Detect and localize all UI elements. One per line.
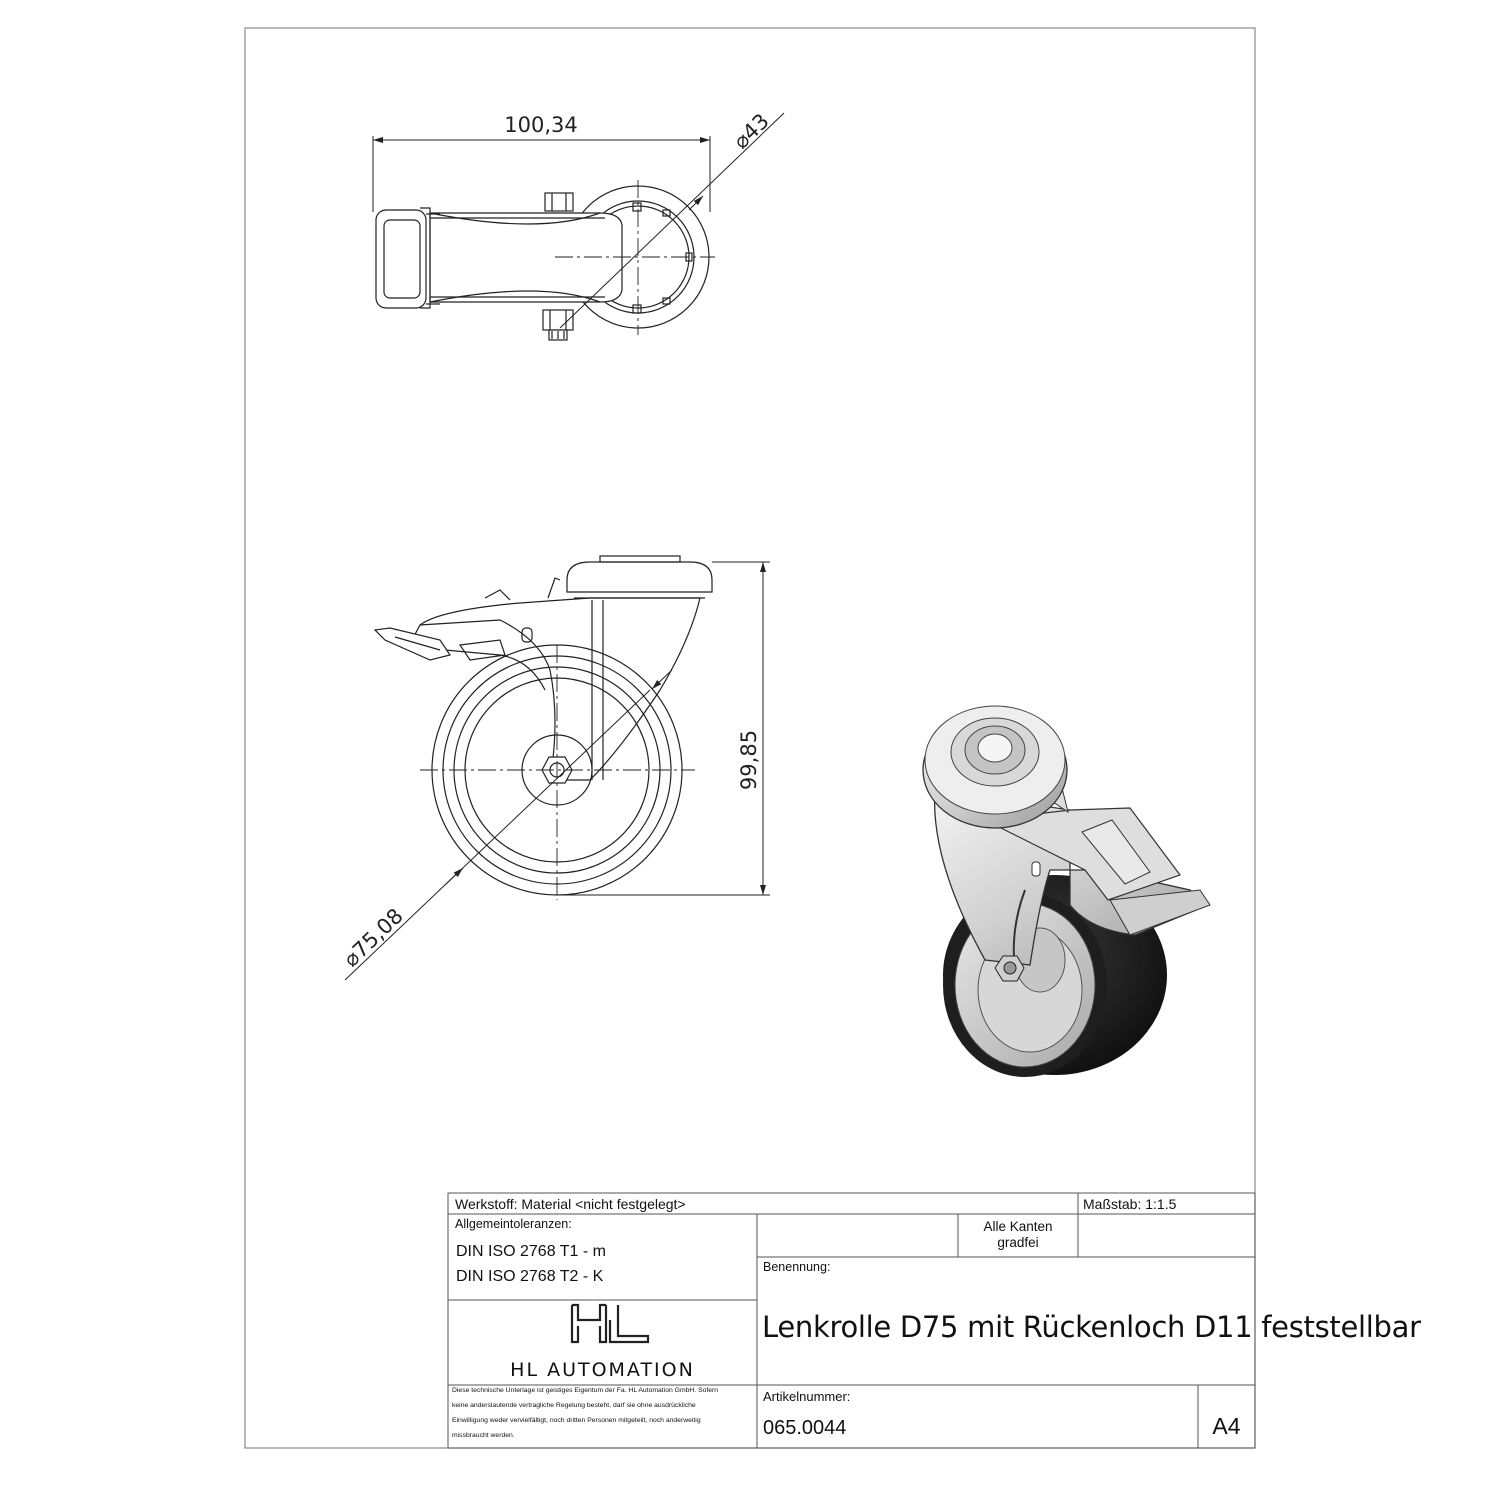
company-logo — [572, 1305, 648, 1342]
tolerance-line-2: DIN ISO 2768 T2 - K — [456, 1268, 604, 1285]
paper-format: A4 — [1212, 1413, 1241, 1439]
isometric-view — [923, 706, 1210, 1077]
article-heading: Artikelnummer: — [763, 1389, 851, 1404]
disclaimer-line-3: Einwilligung weder vervielfältigt, noch dritten Personen mitgeteilt, noch anderweitig — [452, 1417, 701, 1424]
name-heading: Benennung: — [763, 1260, 831, 1274]
disclaimer-line-2: keine anderslautende vertragliche Regelung besteht, darf sie ohne ausdrückliche — [452, 1402, 696, 1409]
dimension-width-label: 100,34 — [504, 113, 578, 137]
tolerance-line-1: DIN ISO 2768 T1 - m — [456, 1243, 606, 1260]
disclaimer-line-1: Diese technische Unterlage ist geistiges Eigentum der Fa. HL Automation GmbH. Sofern — [452, 1387, 719, 1394]
material-field: Werkstoff: Material <nicht festgelegt> — [455, 1196, 686, 1212]
top-view — [376, 180, 715, 340]
edges-note-line-2: gradfei — [997, 1235, 1039, 1250]
side-view — [375, 556, 712, 900]
article-number: 065.0044 — [763, 1417, 847, 1439]
tolerances-heading: Allgemeintoleranzen: — [455, 1217, 572, 1231]
company-name: HL AUTOMATION — [510, 1359, 695, 1381]
dimension-top-diameter-label: ⌀43 — [728, 108, 774, 154]
scale-field: Maßstab: 1:1.5 — [1083, 1196, 1177, 1212]
part-name: Lenkrolle D75 mit Rückenloch D11 feststellbar — [762, 1310, 1421, 1344]
dimension-wheel-diameter-label: ⌀75,08 — [338, 903, 408, 972]
edges-note-line-1: Alle Kanten — [983, 1219, 1053, 1234]
disclaimer-line-4: missbraucht werden. — [452, 1432, 515, 1439]
dimension-height-label: 99,85 — [737, 729, 761, 791]
